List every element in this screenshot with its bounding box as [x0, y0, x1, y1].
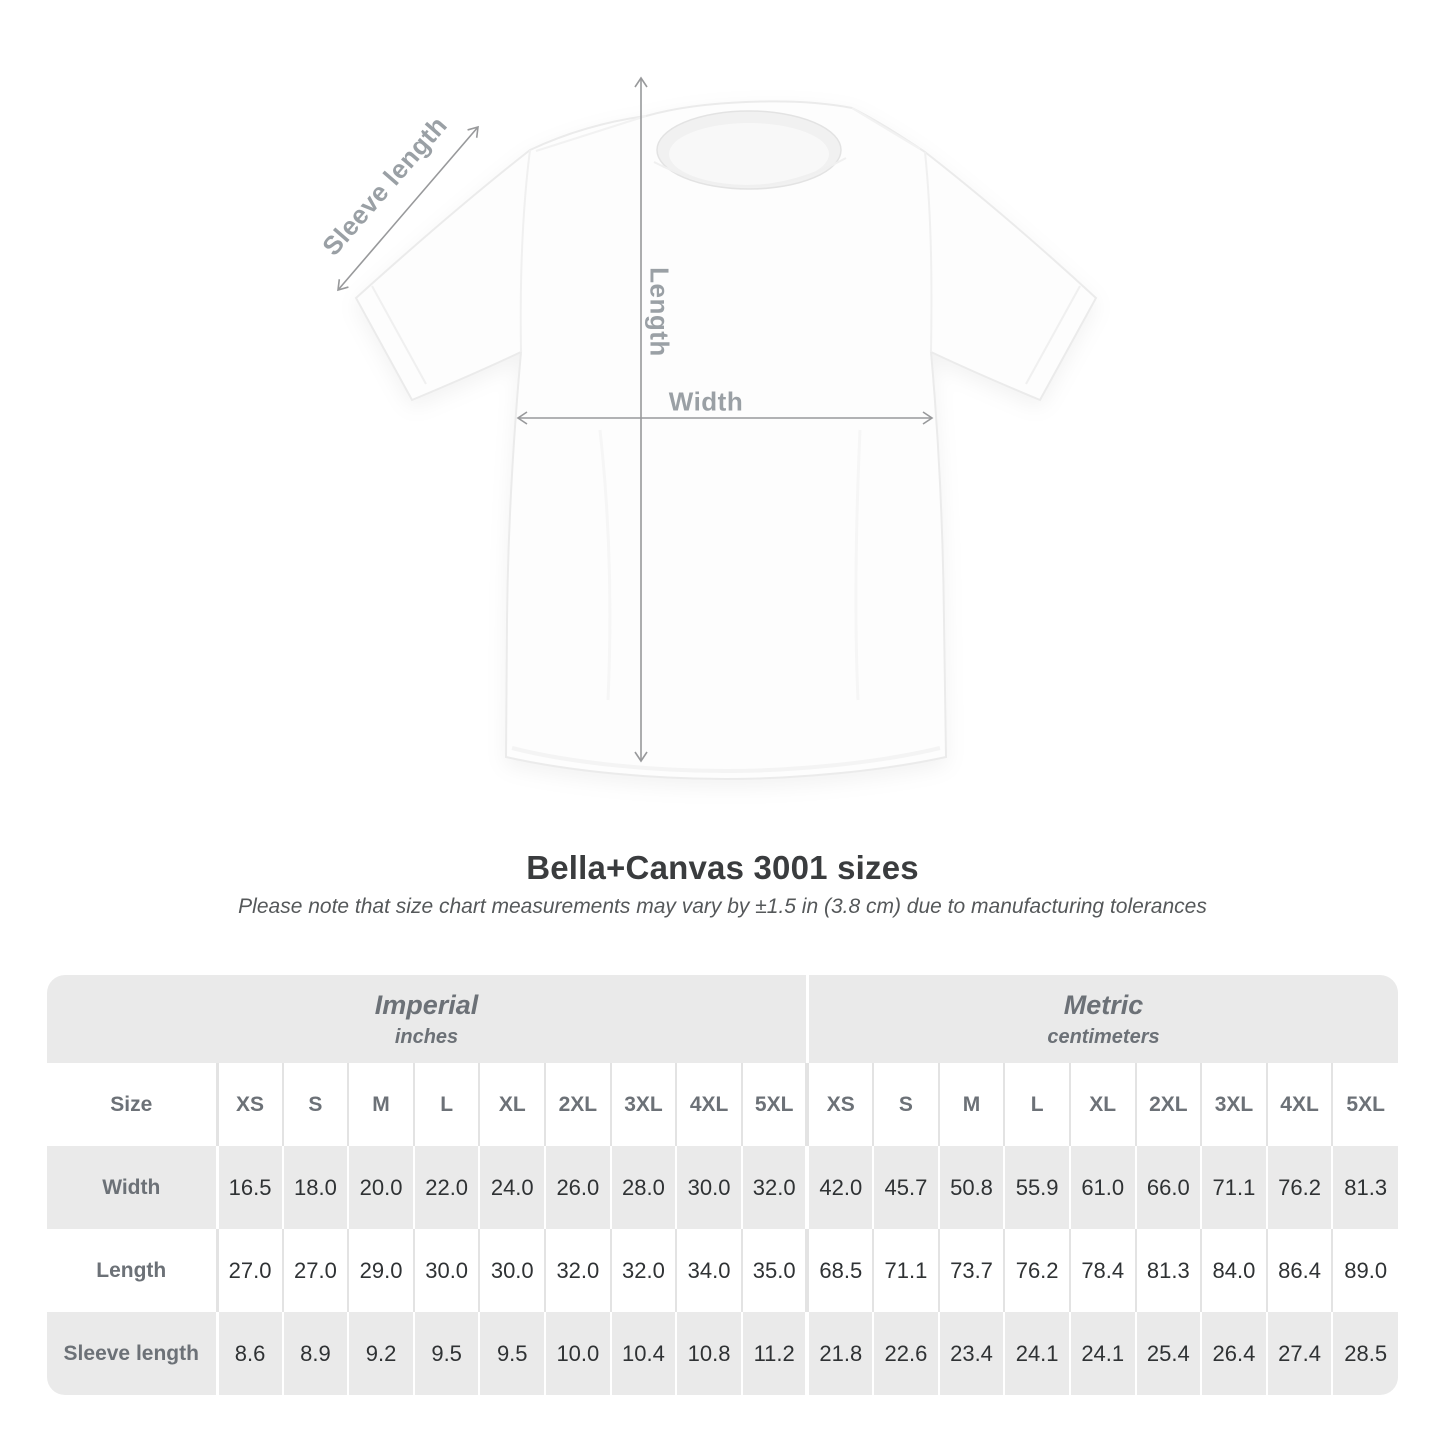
cell-width-metric-4xl: 76.2	[1267, 1146, 1333, 1229]
cell-width-imperial-3xl: 28.0	[611, 1146, 677, 1229]
row-length	[47, 1229, 1398, 1312]
cell-sleeve-length-imperial-xs: 8.6	[217, 1312, 283, 1395]
cell-length-metric-4xl: 86.4	[1267, 1229, 1333, 1312]
cell-sleeve-length-imperial-5xl: 11.2	[742, 1312, 808, 1395]
size-header-imperial-xl: XL	[479, 1063, 545, 1146]
size-header-metric-l: L	[1004, 1063, 1070, 1146]
cell-length-imperial-m: 29.0	[348, 1229, 414, 1312]
cell-sleeve-length-metric-5xl: 28.5	[1332, 1312, 1398, 1395]
cell-sleeve-length-imperial-l: 9.5	[414, 1312, 480, 1395]
sizes-header-row	[47, 1063, 1398, 1146]
row-label-sleeve-length: Sleeve length	[63, 1341, 199, 1365]
size-header-imperial-s: S	[283, 1063, 349, 1146]
size-column-header: Size	[110, 1092, 153, 1116]
cell-length-metric-xl: 78.4	[1070, 1229, 1136, 1312]
cell-width-imperial-xl: 24.0	[479, 1146, 545, 1229]
width-label: Width	[668, 386, 744, 417]
cell-sleeve-length-imperial-4xl: 10.8	[676, 1312, 742, 1395]
cell-length-imperial-s: 27.0	[283, 1229, 349, 1312]
cell-sleeve-length-metric-4xl: 27.4	[1267, 1312, 1333, 1395]
size-header-imperial-m: M	[348, 1063, 414, 1146]
size-header-imperial-xs: XS	[217, 1063, 283, 1146]
tolerance-note: Please note that size chart measurements may vary by ±1.5 in (3.8 cm) due to manufacturing tolerances	[238, 895, 1207, 918]
cell-width-imperial-2xl: 26.0	[545, 1146, 611, 1229]
cell-length-imperial-4xl: 34.0	[676, 1229, 742, 1312]
imperial-label: Imperial	[374, 989, 479, 1020]
size-header-imperial-5xl: 5XL	[742, 1063, 808, 1146]
cell-length-imperial-xl: 30.0	[479, 1229, 545, 1312]
cell-length-metric-s: 71.1	[873, 1229, 939, 1312]
size-header-imperial-4xl: 4XL	[676, 1063, 742, 1146]
cell-sleeve-length-metric-xl: 24.1	[1070, 1312, 1136, 1395]
metric-group-header	[807, 975, 1398, 1063]
cell-length-imperial-xs: 27.0	[217, 1229, 283, 1312]
cell-width-metric-l: 55.9	[1004, 1146, 1070, 1229]
cell-sleeve-length-metric-xs: 21.8	[807, 1312, 873, 1395]
imperial-group-header	[47, 975, 807, 1063]
size-header-metric-s: S	[873, 1063, 939, 1146]
cell-length-metric-xs: 68.5	[807, 1229, 873, 1312]
cell-sleeve-length-imperial-xl: 9.5	[479, 1312, 545, 1395]
cell-sleeve-length-metric-m: 23.4	[939, 1312, 1005, 1395]
size-table	[47, 975, 1398, 1395]
cell-length-imperial-3xl: 32.0	[611, 1229, 677, 1312]
size-header-imperial-2xl: 2XL	[545, 1063, 611, 1146]
cell-length-imperial-2xl: 32.0	[545, 1229, 611, 1312]
page-title: Bella+Canvas 3001 sizes	[526, 849, 919, 886]
size-header-metric-5xl: 5XL	[1332, 1063, 1398, 1146]
metric-unit: centimeters	[1047, 1025, 1160, 1048]
cell-length-imperial-5xl: 35.0	[742, 1229, 808, 1312]
size-header-imperial-3xl: 3XL	[611, 1063, 677, 1146]
size-header-metric-2xl: 2XL	[1136, 1063, 1202, 1146]
unit-header-row	[47, 975, 1398, 1063]
cell-width-metric-xl: 61.0	[1070, 1146, 1136, 1229]
cell-length-metric-m: 73.7	[939, 1229, 1005, 1312]
size-header-metric-xs: XS	[807, 1063, 873, 1146]
cell-sleeve-length-metric-s: 22.6	[873, 1312, 939, 1395]
row-sleeve-length	[47, 1312, 1398, 1395]
cell-length-metric-2xl: 81.3	[1136, 1229, 1202, 1312]
size-header-imperial-l: L	[414, 1063, 480, 1146]
size-header-metric-m: M	[939, 1063, 1005, 1146]
cell-width-metric-5xl: 81.3	[1332, 1146, 1398, 1229]
sleeve-length-label: Sleeve length	[316, 110, 454, 262]
cell-width-imperial-4xl: 30.0	[676, 1146, 742, 1229]
cell-length-metric-l: 76.2	[1004, 1229, 1070, 1312]
cell-width-imperial-5xl: 32.0	[742, 1146, 808, 1229]
row-label-length: Length	[96, 1258, 167, 1282]
cell-width-metric-m: 50.8	[939, 1146, 1005, 1229]
cell-length-imperial-l: 30.0	[414, 1229, 480, 1312]
cell-width-metric-xs: 42.0	[807, 1146, 873, 1229]
cell-width-imperial-m: 20.0	[348, 1146, 414, 1229]
size-table-card	[47, 975, 1398, 1395]
row-width	[47, 1146, 1398, 1229]
cell-width-imperial-s: 18.0	[283, 1146, 349, 1229]
cell-sleeve-length-imperial-m: 9.2	[348, 1312, 414, 1395]
size-header-metric-4xl: 4XL	[1267, 1063, 1333, 1146]
size-header-metric-3xl: 3XL	[1201, 1063, 1267, 1146]
cell-sleeve-length-imperial-2xl: 10.0	[545, 1312, 611, 1395]
cell-sleeve-length-metric-3xl: 26.4	[1201, 1312, 1267, 1395]
metric-label: Metric	[1063, 989, 1144, 1020]
length-label: Length	[644, 267, 675, 357]
cell-width-metric-s: 45.7	[873, 1146, 939, 1229]
cell-sleeve-length-imperial-s: 8.9	[283, 1312, 349, 1395]
imperial-unit: inches	[394, 1025, 459, 1048]
cell-sleeve-length-metric-l: 24.1	[1004, 1312, 1070, 1395]
cell-sleeve-length-metric-2xl: 25.4	[1136, 1312, 1202, 1395]
cell-length-metric-5xl: 89.0	[1332, 1229, 1398, 1312]
cell-width-imperial-xs: 16.5	[217, 1146, 283, 1229]
tshirt-silhouette	[356, 101, 1096, 779]
cell-width-metric-2xl: 66.0	[1136, 1146, 1202, 1229]
cell-width-imperial-l: 22.0	[414, 1146, 480, 1229]
size-header-metric-xl: XL	[1070, 1063, 1136, 1146]
cell-width-metric-3xl: 71.1	[1201, 1146, 1267, 1229]
row-label-width: Width	[102, 1175, 161, 1199]
cell-length-metric-3xl: 84.0	[1201, 1229, 1267, 1312]
cell-sleeve-length-imperial-3xl: 10.4	[611, 1312, 677, 1395]
